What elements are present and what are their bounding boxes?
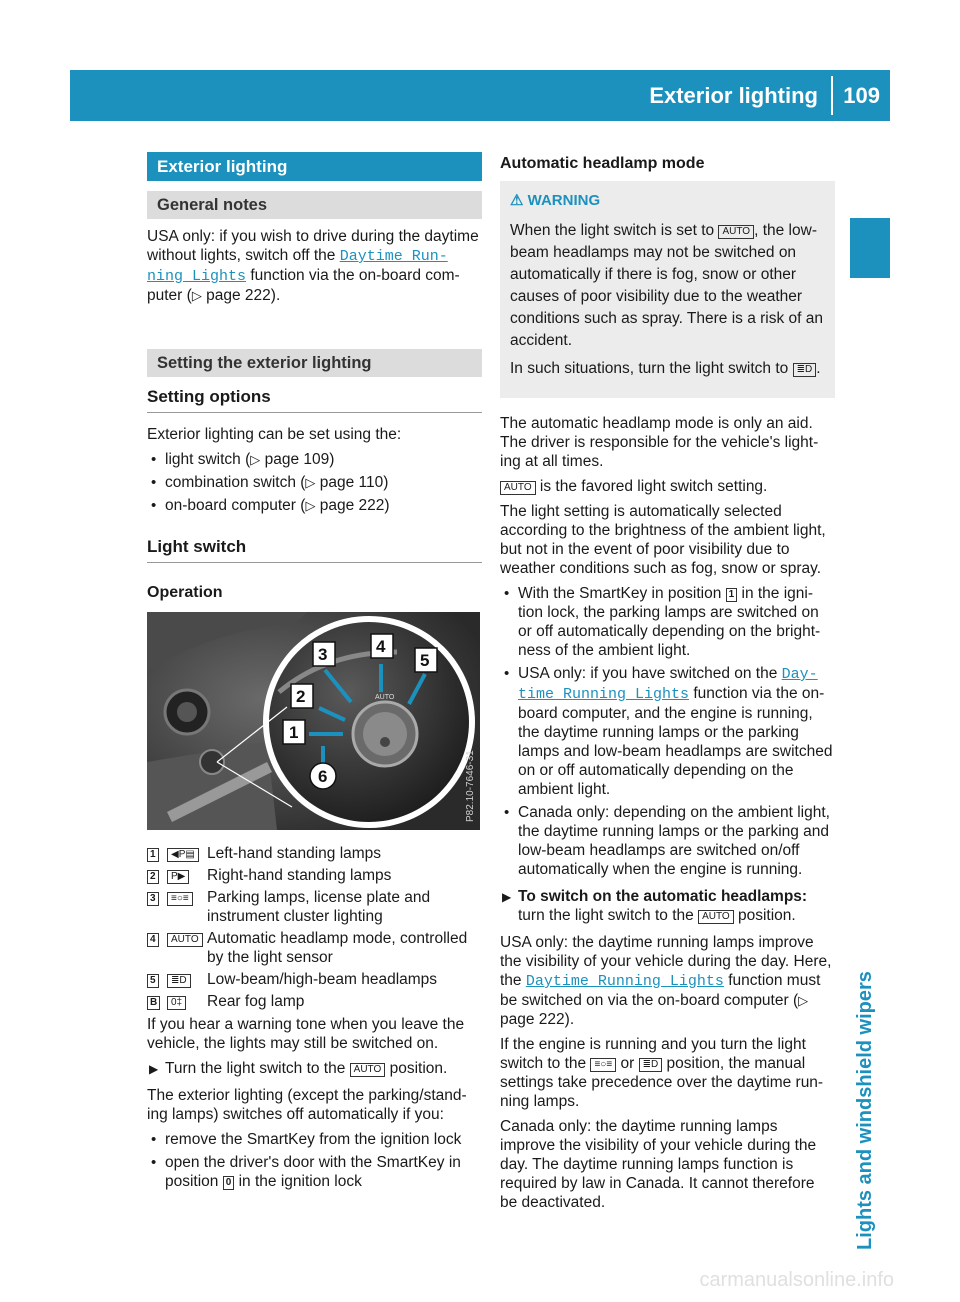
page-ref-arrow-icon: ▷ bbox=[305, 498, 316, 513]
legend-number: 4 bbox=[147, 933, 159, 947]
left-column bbox=[147, 152, 482, 1199]
legend-number: 5 bbox=[147, 974, 159, 988]
legend-item bbox=[147, 844, 482, 863]
text-span: ). bbox=[564, 1011, 575, 1028]
list-item bbox=[500, 664, 835, 799]
favored-text bbox=[500, 477, 835, 496]
auto-headlamp-heading: Automatic headlamp mode bbox=[500, 155, 705, 172]
legend-text: Right-hand standing lamps bbox=[207, 867, 392, 884]
warning-box bbox=[500, 181, 835, 398]
text-span: combination switch ( bbox=[165, 474, 306, 491]
list-item bbox=[500, 584, 835, 660]
list-item bbox=[147, 496, 482, 515]
low-beam-icon: ≣D bbox=[167, 974, 191, 988]
text-span: ) bbox=[384, 497, 390, 514]
warning-tone-text: If you hear a warning tone when you leave the vehicle, the lights may still be switched on. bbox=[147, 1016, 465, 1052]
page-number: 109 bbox=[843, 83, 880, 108]
page-header bbox=[70, 70, 890, 121]
text-span: With the SmartKey in position bbox=[518, 585, 726, 602]
page-ref-arrow-icon: ▷ bbox=[250, 452, 261, 467]
warning-text-2 bbox=[510, 358, 825, 380]
text-span: function via the on-board com‑ puter ( bbox=[147, 267, 460, 304]
switch-off-intro: The exterior lighting (except the parking/stand‑ ing lamps) switches off automatically if you: bbox=[147, 1087, 467, 1123]
knob-auto-label: AUTO bbox=[375, 694, 395, 701]
header-separator bbox=[831, 76, 833, 115]
aid-text: The automatic headlamp mode is only an aid. The driver is responsible for the vehicle's light‑ ing at all times. bbox=[500, 415, 819, 470]
step-title: To switch on the automatic headlamps: bbox=[518, 888, 808, 905]
page-ref[interactable]: page 222 bbox=[500, 1011, 565, 1028]
auto-headlamp-icon: AUTO bbox=[167, 933, 203, 947]
legend-item bbox=[147, 866, 482, 885]
auto-mode-list bbox=[500, 584, 835, 879]
text-span: In such situations, turn the light switch to bbox=[510, 360, 793, 377]
setting-options-heading: Setting options bbox=[147, 377, 482, 413]
page-ref[interactable]: page 109 bbox=[264, 451, 330, 468]
low-beam-icon: ≣D bbox=[639, 1058, 663, 1072]
legend-number: 3 bbox=[147, 892, 159, 906]
low-beam-icon: ≣D bbox=[793, 363, 817, 377]
warning-title bbox=[510, 191, 825, 210]
text-span: When the light switch is set to bbox=[510, 222, 719, 239]
page-ref[interactable]: page 222 bbox=[319, 497, 385, 514]
usa-daytime-text bbox=[500, 933, 835, 1029]
text-span: position, the manual settings take precedence over the daytime run‑ ning lamps. bbox=[500, 1055, 824, 1110]
watermark-footer: carmanualsonline.info bbox=[699, 1269, 894, 1291]
auto-select-text: The light setting is automatically selected according to the brightness of the ambient light, but not in the event of poor visibility due to weather conditions such as fog, snow or spray. bbox=[500, 503, 826, 577]
warning-text-1 bbox=[510, 220, 825, 352]
text-span: turn the light switch to the bbox=[518, 907, 699, 924]
header-title: Exterior lighting bbox=[649, 83, 818, 108]
text-span: Turn the light switch to the bbox=[165, 1060, 350, 1077]
page-ref[interactable]: page 110 bbox=[319, 474, 384, 491]
text-span: . bbox=[816, 360, 821, 377]
right-standing-lamps-icon: P▶ bbox=[167, 870, 189, 884]
setting-heading: Setting the exterior lighting bbox=[147, 349, 482, 377]
position-box: 0 bbox=[223, 1176, 235, 1190]
text-span: ) bbox=[383, 474, 389, 491]
figure-callout: 1 bbox=[289, 723, 299, 742]
text-span: remove the SmartKey from the ignition lock bbox=[165, 1131, 462, 1148]
legend-item bbox=[147, 888, 482, 926]
figure-callout: 5 bbox=[420, 651, 430, 670]
text-span: ). bbox=[270, 287, 281, 304]
text-span: or bbox=[616, 1055, 639, 1072]
legend-number: B bbox=[147, 996, 160, 1010]
legend-list bbox=[147, 844, 482, 1011]
text-span: position. bbox=[733, 907, 796, 924]
daytime-running-lights-link[interactable]: Day‑ time Running Lights bbox=[518, 666, 818, 703]
text-span: open the driver's door with the SmartKey in position bbox=[165, 1154, 461, 1190]
light-switch-illustration bbox=[147, 612, 480, 830]
text-span: , the low-beam headlamps may not be switched on automatically if there is fog, snow or other causes of poor visibility due to the weather conditions such as spray. There is a risk of an accident. bbox=[510, 222, 824, 349]
list-item bbox=[500, 803, 835, 879]
text-span: in the igni‑ tion lock, the parking lamps are switched on or off automatically depending on the bright‑ ness of the ambient light. bbox=[518, 585, 821, 659]
figure-callout: 4 bbox=[376, 637, 386, 656]
light-switch-figure bbox=[147, 612, 480, 830]
step-arrow-icon: ▶ bbox=[502, 890, 512, 904]
text-span: is the favored light switch setting. bbox=[535, 478, 768, 495]
switch-off-list bbox=[147, 1130, 482, 1191]
warning-icon: ⚠ bbox=[510, 192, 524, 209]
legend-item bbox=[147, 992, 482, 1011]
right-column bbox=[500, 152, 835, 1218]
canada-daytime-text: Canada only: the daytime running lamps improve the visibility of your vehicle during the day. The daytime running lamps function is required by law in Canada. It cannot therefore be deactivated. bbox=[500, 1118, 817, 1211]
daytime-running-lights-link[interactable]: Daytime Running Lights bbox=[525, 973, 724, 990]
text-span: USA only: if you wish to drive during the daytime without lights, switch off the bbox=[147, 228, 479, 264]
legend-text: Low-beam/high-beam headlamps bbox=[207, 971, 438, 988]
position-box: 1 bbox=[726, 588, 738, 602]
section-band-exterior-lighting: Exterior lighting bbox=[147, 152, 482, 181]
figure-code: P82.10-7646-31 bbox=[465, 750, 476, 822]
figure-callout: 6 bbox=[318, 767, 328, 786]
text-span: ) bbox=[329, 451, 335, 468]
legend-text: Parking lamps, license plate and instrument cluster lighting bbox=[207, 889, 431, 925]
setting-intro: Exterior lighting can be set using the: bbox=[147, 426, 402, 443]
step-text bbox=[518, 906, 835, 925]
legend-text: Automatic headlamp mode, controlled by the light sensor bbox=[207, 930, 468, 966]
operation-heading: Operation bbox=[147, 584, 223, 601]
text-span: function must be switched on via the on-board computer ( bbox=[500, 972, 821, 1009]
legend-number: 1 bbox=[147, 848, 159, 862]
text-span: on-board computer ( bbox=[165, 497, 306, 514]
text-span: function via the on-board computer, and the engine is running, the daytime running lamps or the parking lamps and low-beam headlamps are switched on or off automatically depending on the ambient light. bbox=[518, 685, 833, 798]
page-ref-arrow-icon: ▷ bbox=[798, 993, 809, 1008]
legend-text: Rear fog lamp bbox=[207, 993, 305, 1010]
general-notes-text bbox=[147, 227, 482, 305]
text-span: USA only: if you have switched on the bbox=[518, 665, 782, 682]
figure-callout: 3 bbox=[318, 645, 328, 664]
text-span: in the ignition lock bbox=[234, 1173, 362, 1190]
list-item bbox=[147, 450, 482, 469]
list-item bbox=[147, 1130, 482, 1149]
manual-override-text bbox=[500, 1035, 835, 1111]
parking-lamps-icon: ≡○≡ bbox=[167, 892, 193, 906]
page-ref-arrow-icon: ▷ bbox=[305, 475, 316, 490]
step-arrow-icon: ▶ bbox=[149, 1062, 159, 1076]
text-span: USA only: the daytime running lamps improve the visibility of your vehicle during the day. Here, the bbox=[500, 934, 832, 989]
parking-lamps-icon: ≡○≡ bbox=[590, 1058, 616, 1072]
list-item bbox=[147, 1153, 482, 1191]
chapter-label: Lights and windshield wipers bbox=[854, 971, 876, 1250]
instruction-step bbox=[500, 887, 835, 925]
text-span: Canada only: depending on the ambient light, the daytime running lamps or the parking and low-beam headlamps are switched on/off automatically when the engine is running. bbox=[518, 804, 830, 878]
chapter-tab bbox=[850, 218, 890, 278]
rear-fog-lamp-icon: 0‡ bbox=[167, 996, 186, 1010]
list-item bbox=[147, 473, 482, 492]
page-ref-arrow-icon: ▷ bbox=[191, 288, 202, 303]
auto-headlamp-icon: AUTO bbox=[500, 481, 536, 495]
general-notes-heading: General notes bbox=[147, 191, 482, 219]
figure-callout: 2 bbox=[296, 687, 306, 706]
legend-item bbox=[147, 970, 482, 989]
legend-number: 2 bbox=[147, 870, 159, 884]
instruction-step bbox=[147, 1059, 482, 1078]
daytime-running-lights-link[interactable]: Daytime Run‑ ning Lights bbox=[147, 248, 448, 285]
auto-headlamp-icon: AUTO bbox=[350, 1063, 386, 1077]
text-span: position. bbox=[385, 1060, 448, 1077]
left-standing-lamps-icon: ◀P▤ bbox=[167, 848, 199, 862]
auto-headlamp-icon: AUTO bbox=[718, 225, 754, 239]
page-ref[interactable]: page 222 bbox=[206, 287, 271, 304]
warning-title-text: WARNING bbox=[527, 192, 601, 209]
text-span: light switch ( bbox=[165, 451, 251, 468]
light-switch-heading: Light switch bbox=[147, 527, 482, 563]
text-span: If the engine is running and you turn the light switch to the bbox=[500, 1036, 806, 1072]
auto-headlamp-icon: AUTO bbox=[698, 910, 734, 924]
setting-options-list bbox=[147, 450, 482, 515]
legend-item bbox=[147, 929, 482, 967]
legend-text: Left-hand standing lamps bbox=[207, 845, 382, 862]
